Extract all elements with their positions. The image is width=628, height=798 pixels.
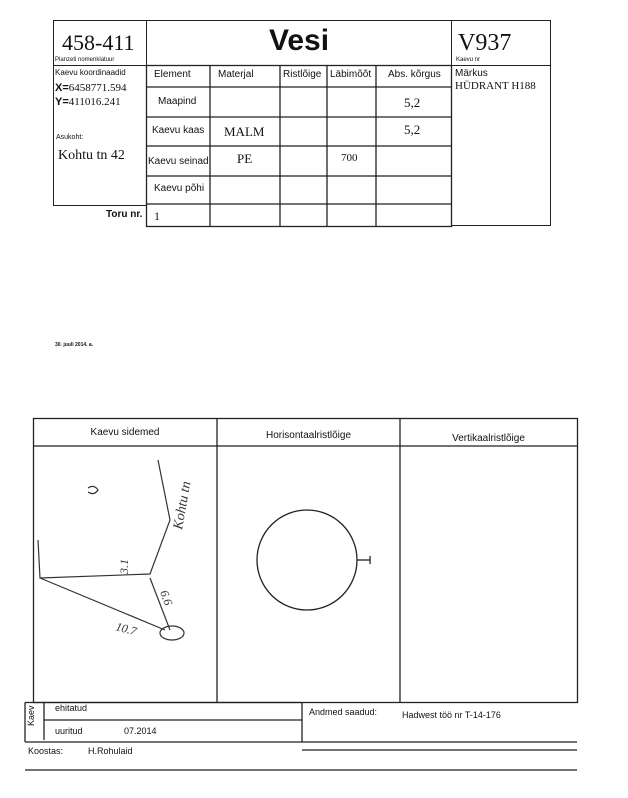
page-title: Vesi — [268, 24, 330, 57]
row-material: PE — [237, 151, 253, 166]
row-element: Kaevu seinad — [148, 156, 209, 167]
date-stamp: 30. juuli 2014. a. — [55, 342, 94, 348]
pipe-value: 1 — [154, 209, 160, 223]
notes-value: HÜDRANT H188 — [455, 80, 536, 92]
header-cross-section: Ristlõige — [283, 69, 322, 80]
coords-label: Kaevu koordinaadid — [55, 68, 126, 77]
surveyed-label: uuritud — [55, 726, 83, 736]
hand-distance-c: 10.7 — [114, 619, 139, 639]
row-element: Kaevu kaas — [152, 125, 205, 136]
header-diameter: Läbimõõt — [330, 69, 372, 80]
row-height: 5,2 — [404, 122, 421, 137]
x-value: 6458771.594 — [68, 82, 127, 94]
horizontal-section-drawing — [217, 446, 400, 702]
address-label: Asukoht: — [56, 134, 84, 141]
col-well-links: Kaevu sidemed — [90, 427, 160, 438]
author-value: H.Rohulaid — [88, 746, 133, 756]
row-element: Kaevu põhi — [154, 183, 205, 194]
hand-street-name: Kohtu tn — [171, 480, 195, 531]
x-label: X= — [55, 82, 69, 94]
header-abs-height: Abs. kõrgus — [388, 69, 441, 80]
address-value: Kohtu tn 42 — [58, 148, 125, 163]
header-element: Element — [154, 69, 191, 80]
y-label: Y= — [55, 96, 69, 108]
row-material: MALM — [224, 124, 265, 139]
built-label: ehitatud — [55, 703, 88, 713]
author-label: Koostas: — [28, 746, 64, 756]
hand-distance-a: 3.1 — [117, 559, 131, 574]
col-vertical-section: Vertikaalristlõige — [452, 433, 525, 444]
col-horizontal-section: Horisontaalristlõige — [265, 430, 352, 441]
plan-label: Planzeti nomenklatuur — [55, 57, 115, 63]
hand-distance-b: 6.6 — [157, 588, 176, 608]
well-label: Kaevu nr — [456, 57, 481, 63]
source-value: Hadwest töö nr T-14-176 — [402, 710, 501, 720]
row-height: 5,2 — [404, 95, 421, 110]
well-number: V937 — [458, 30, 512, 56]
pipe-label: Toru nr. — [106, 209, 143, 220]
plan-number: 458-411 — [62, 30, 135, 55]
source-label: Andmed saadud: — [309, 707, 378, 717]
row-diameter: 700 — [341, 152, 358, 164]
surveyed-value: 07.2014 — [124, 726, 157, 736]
notes-label: Märkus — [455, 68, 488, 79]
header-material: Materjal — [218, 69, 254, 80]
row-element: Maapind — [158, 96, 197, 107]
side-label: Kaev — [26, 705, 36, 726]
y-value: 411016.241 — [68, 96, 121, 108]
